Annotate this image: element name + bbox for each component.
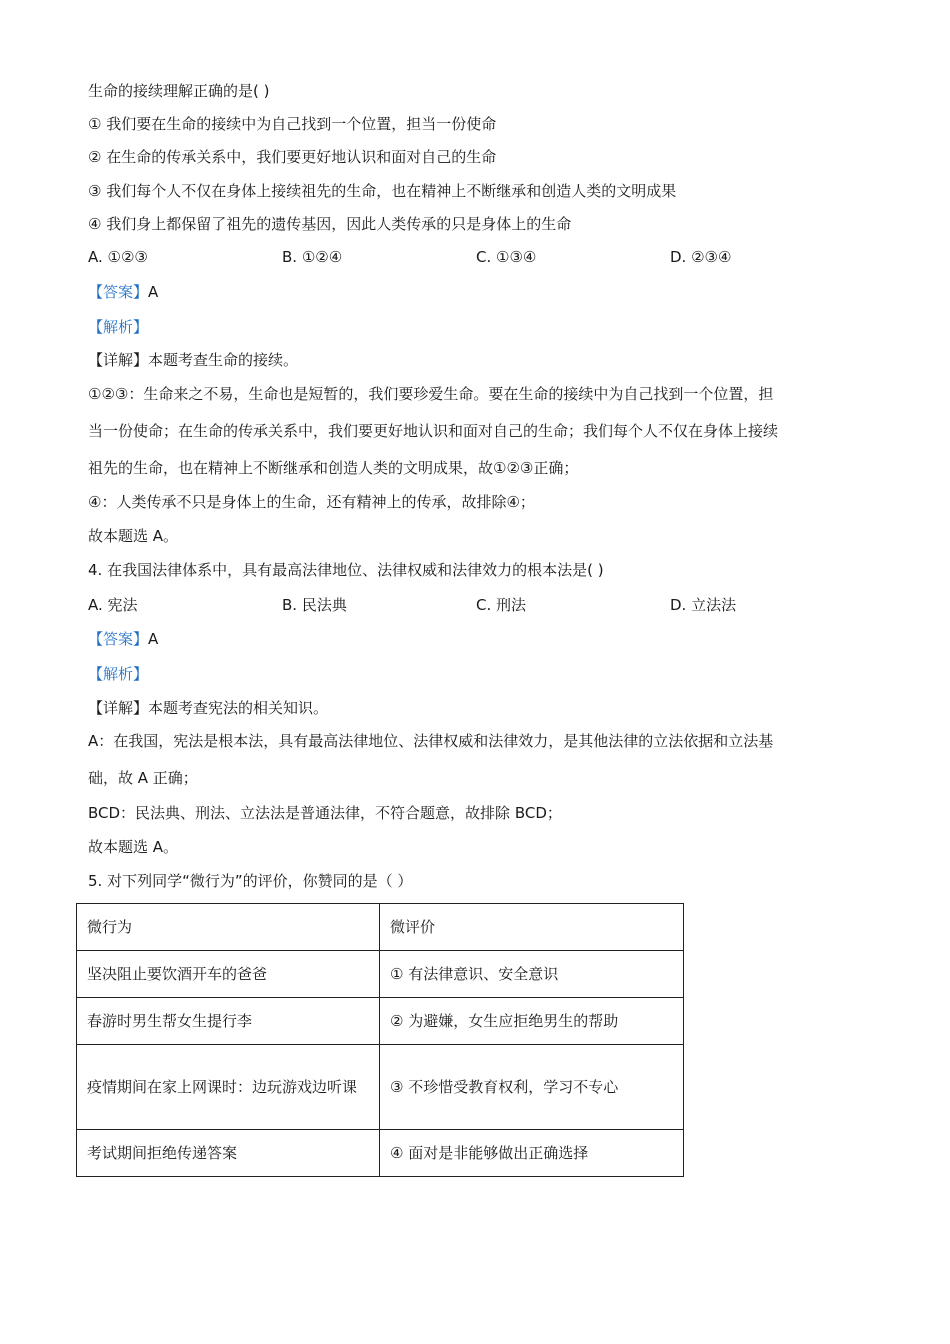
q4-analysis-tag: 【解析】 [88, 665, 149, 683]
table-header-cell: 微评价 [380, 904, 684, 951]
q3-explanation-line-1: ①②③：生命来之不易，生命也是短暂的，我们要珍爱生命。要在生命的接续中为自己找到一个位置，担 [88, 385, 774, 403]
q4-conclusion: 故本题选 A。 [88, 838, 179, 856]
table-row [77, 951, 684, 998]
q3-explanation-2: ④：人类传承不只是身体上的生命，还有精神上的传承，故排除④； [88, 493, 535, 511]
q3-explanation-line-3: 祖先的生命，也在精神上不断继承和创造人类的文明成果，故①②③正确； [88, 459, 579, 477]
q3-option-c: C. ①③④ [476, 248, 537, 266]
table-cell: 春游时男生帮女生提行李 [77, 998, 380, 1045]
q3-answer [88, 282, 158, 302]
q3-item-4: ④ 我们身上都保留了祖先的遗传基因，因此人类传承的只是身体上的生命 [88, 215, 572, 233]
table-cell: 疫情期间在家上网课时：边玩游戏边听课 [77, 1045, 380, 1130]
q4-stem: 4. 在我国法律体系中，具有最高法律地位、法律权威和法律效力的根本法是( ) [88, 561, 604, 579]
q4-explanation-line-2: 础，故 A 正确； [88, 769, 198, 787]
table-row [77, 1130, 684, 1177]
q4-explanation-2: BCD：民法典、刑法、立法法是普通法律，不符合题意，故排除 BCD； [88, 804, 562, 822]
q3-stem: 生命的接续理解正确的是( ) [88, 82, 270, 100]
q4-option-d: D. 立法法 [670, 596, 737, 614]
answer-tag: 【答案】 [88, 283, 149, 301]
q3-option-b: B. ①②④ [282, 248, 343, 266]
q4-option-b: B. 民法典 [282, 596, 347, 614]
table-row [77, 998, 684, 1045]
q4-option-c: C. 刑法 [476, 596, 527, 614]
table-header-cell: 微行为 [77, 904, 380, 951]
q4-detail: 【详解】本题考查宪法的相关知识。 [88, 699, 329, 717]
evaluation-table [76, 903, 684, 1177]
table-cell: ③ 不珍惜受教育权利，学习不专心 [380, 1045, 684, 1130]
q3-analysis-tag: 【解析】 [88, 318, 149, 336]
q3-option-a: A. ①②③ [88, 248, 148, 266]
q3-item-3: ③ 我们每个人不仅在身体上接续祖先的生命，也在精神上不断继承和创造人类的文明成果 [88, 182, 677, 200]
q3-explanation-line-2: 当一份使命；在生命的传承关系中，我们要更好地认识和面对自己的生命；我们每个人不仅在身体上接续 [88, 422, 779, 440]
table-row [77, 1045, 684, 1130]
q5-stem: 5. 对下列同学“微行为”的评价，你赞同的是（ ） [88, 872, 413, 890]
q3-detail: 【详解】本题考查生命的接续。 [88, 351, 299, 369]
table-header-row [77, 904, 684, 951]
table-cell: ④ 面对是非能够做出正确选择 [380, 1130, 684, 1177]
answer-value: A [148, 630, 159, 648]
q3-conclusion: 故本题选 A。 [88, 527, 179, 545]
table-cell: ② 为避嫌，女生应拒绝男生的帮助 [380, 998, 684, 1045]
table-cell: 考试期间拒绝传递答案 [77, 1130, 380, 1177]
q3-item-2: ② 在生命的传承关系中，我们要更好地认识和面对自己的生命 [88, 148, 497, 166]
q3-option-d: D. ②③④ [670, 248, 732, 266]
table-cell: 坚决阻止要饮酒开车的爸爸 [77, 951, 380, 998]
q4-explanation-line-1: A：在我国，宪法是根本法，具有最高法律地位、法律权威和法律效力，是其他法律的立法依据和立法基 [88, 732, 774, 750]
q4-answer [88, 629, 158, 649]
q3-item-1: ① 我们要在生命的接续中为自己找到一个位置，担当一份使命 [88, 115, 497, 133]
answer-tag: 【答案】 [88, 630, 149, 648]
table-cell: ① 有法律意识、安全意识 [380, 951, 684, 998]
q4-option-a: A. 宪法 [88, 596, 138, 614]
answer-value: A [148, 283, 159, 301]
